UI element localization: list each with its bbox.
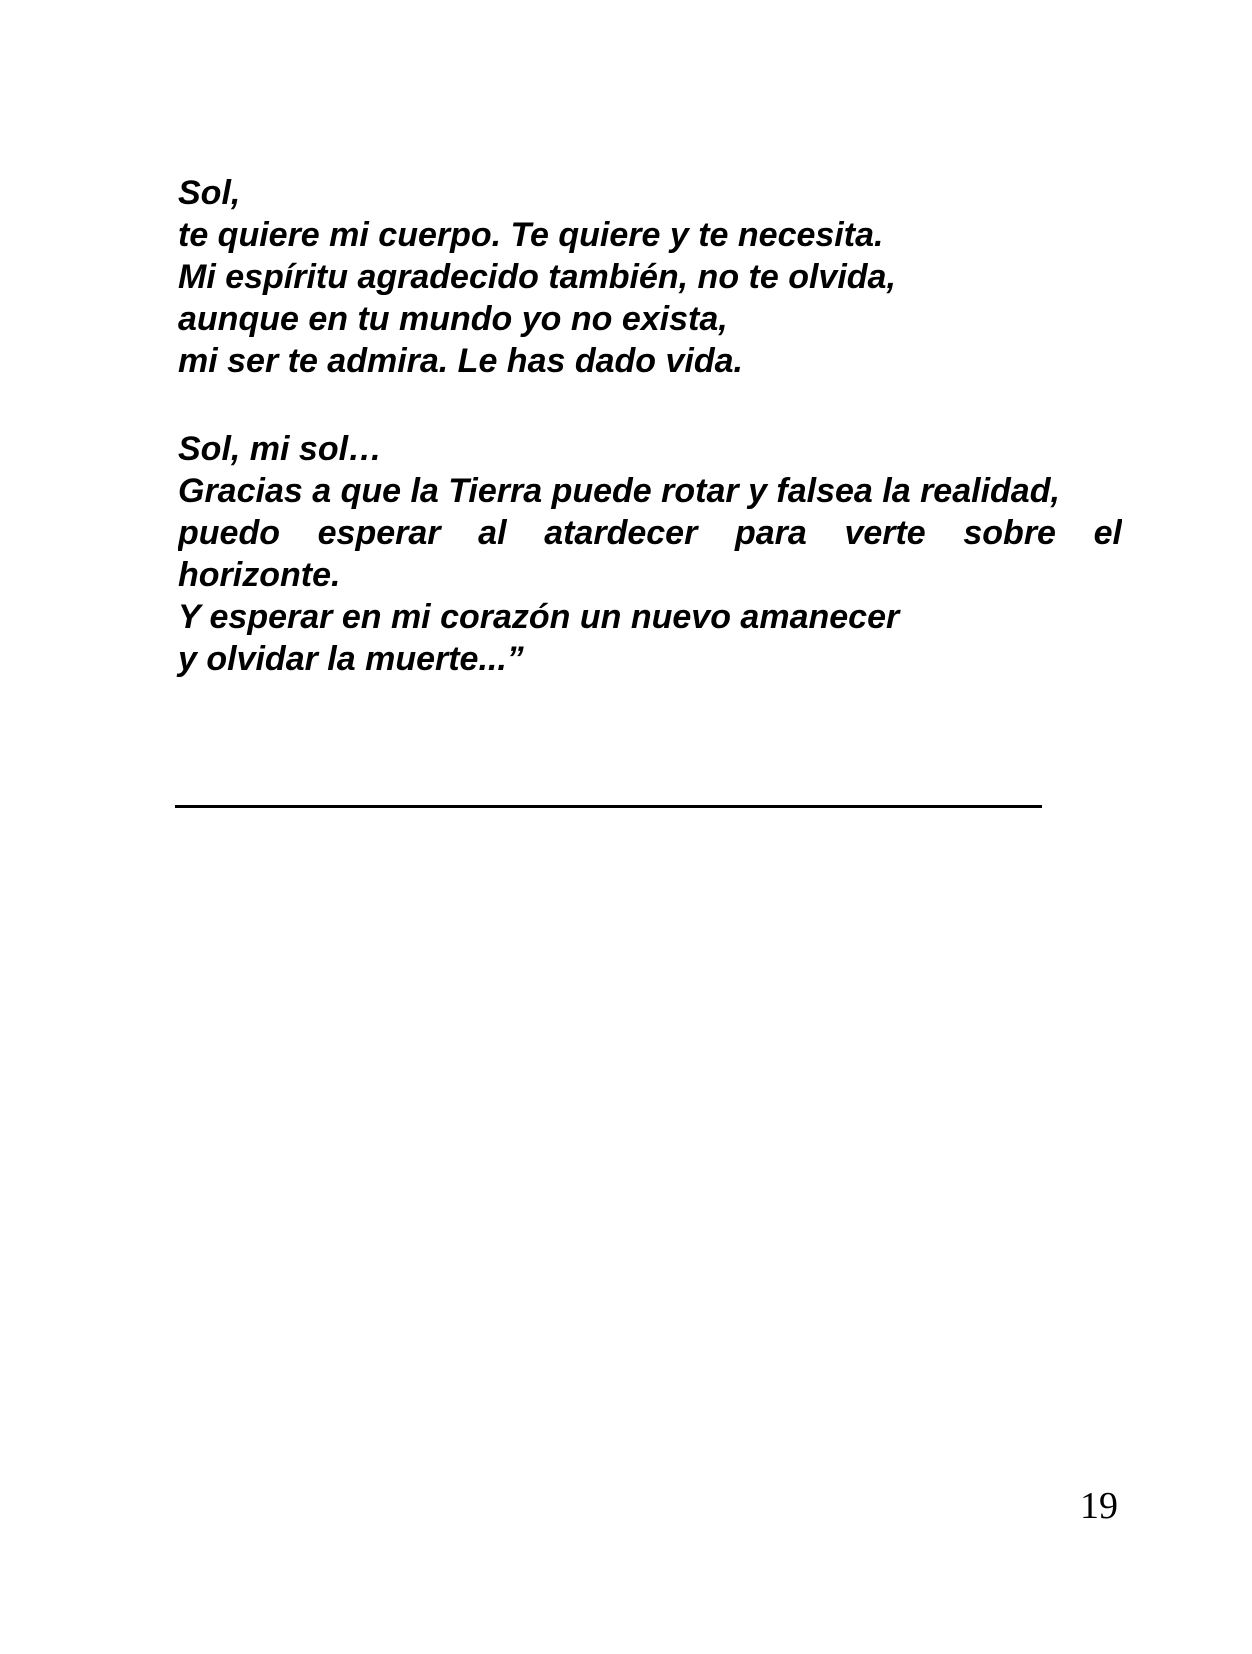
poem-line: y olvidar la muerte...”	[178, 640, 524, 678]
poem-line: Sol, mi sol…	[178, 430, 383, 468]
poem-line: mi ser te admira. Le has dado vida.	[178, 342, 743, 380]
poem-line: Y esperar en mi corazón un nuevo amanecer	[178, 598, 900, 636]
poem-line: Sol,	[178, 174, 241, 212]
poem-stanza-1	[178, 172, 1122, 382]
poem-line: aunque en tu mundo yo no exista,	[178, 300, 728, 338]
page-number: 19	[1080, 1485, 1118, 1527]
poem-line: puedo esperar al atardecer para verte sobre el	[178, 514, 1122, 552]
poem-line: te quiere mi cuerpo. Te quiere y te necesita.	[178, 216, 884, 254]
poem-line: horizonte.	[178, 556, 341, 594]
poem-line: Mi espíritu agradecido también, no te olvida,	[178, 258, 896, 296]
section-separator-line	[175, 805, 1042, 808]
poem-stanza-2	[178, 428, 1122, 680]
poem-line: Gracias a que la Tierra puede rotar y falsea la realidad,	[178, 472, 1060, 510]
